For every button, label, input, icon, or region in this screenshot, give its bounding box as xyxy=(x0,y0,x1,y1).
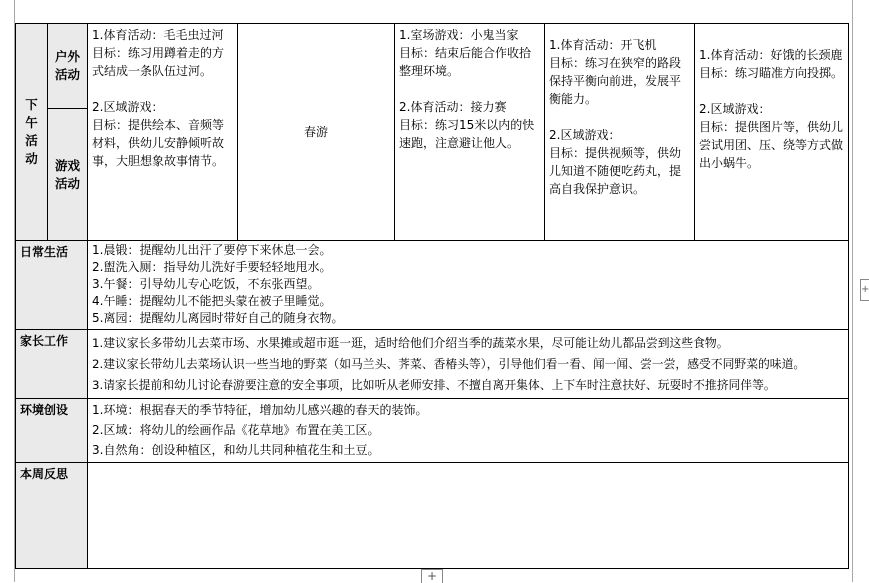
game-label xyxy=(48,109,88,241)
daily-life-item: 3.午餐：引导幼儿专心吃饭，不东张西望。 xyxy=(92,277,320,291)
activity-line: 目标：练习瞄准方向投掷。 xyxy=(699,66,844,80)
environment-item: 3.自然角：创设种植区，和幼儿共同种植花生和土豆。 xyxy=(92,443,380,457)
activity-line: 目标：练习在狭窄的路段保持平衡向前进，发展平衡能力。 xyxy=(549,56,682,106)
afternoon-day-2[interactable] xyxy=(238,24,395,241)
parents-content[interactable] xyxy=(88,330,849,399)
environment-content[interactable] xyxy=(88,399,849,463)
environment-label-text: 环境创设 xyxy=(20,403,69,417)
activity-line: 目标：练习15米以内的快速跑，注意避让他人。 xyxy=(399,118,535,150)
reflection-label xyxy=(16,463,88,569)
daily-life-item: 2.盥洗入厕：指导幼儿洗好手要轻轻地甩水。 xyxy=(92,260,332,274)
parents-item: 1.建议家长多带幼儿去菜市场、水果摊或超市逛一逛，适时给他们介绍当季的蔬菜水果，尽可能让幼儿都品尝到这些食物。 xyxy=(92,336,729,350)
plus-icon: + xyxy=(861,284,869,295)
reflection-label-text: 本周反思 xyxy=(20,467,69,481)
activity-line: 2.区域游戏： xyxy=(549,128,621,142)
afternoon-day-3[interactable] xyxy=(395,24,545,241)
afternoon-label xyxy=(16,24,48,241)
afternoon-day-4[interactable] xyxy=(545,24,695,241)
parents-label-text: 家长工作 xyxy=(20,334,69,348)
activity-line: 目标：提供图片等，供幼儿尝试用团、压、绕等方式做出小蜗牛。 xyxy=(699,120,844,170)
environment-item: 2.区域：将幼儿的绘画作品《花草地》布置在美工区。 xyxy=(92,423,380,437)
daily-life-item: 4.午睡：提醒幼儿不能把头蒙在被子里睡觉。 xyxy=(92,294,332,308)
afternoon-label-text: 下午活动 xyxy=(25,97,38,166)
activity-line: 1.体育活动：好饿的长颈鹿 xyxy=(699,48,843,62)
activity-line: 目标：结束后能合作收拾整理环境。 xyxy=(399,46,532,78)
activity-line: 目标：提供绘本、音频等材料，供幼儿安静倾听故事，大胆想象故事情节。 xyxy=(92,118,225,168)
activity-line: 2.区域游戏： xyxy=(699,102,771,116)
expand-table-right-button[interactable] xyxy=(860,279,869,301)
outdoor-label-text: 户外活动 xyxy=(54,49,80,82)
daily-life-item: 1.晨锻：提醒幼儿出汗了要停下来休息一会。 xyxy=(92,243,332,257)
page-edge-right xyxy=(852,0,853,582)
spring-outing-text: 春游 xyxy=(303,125,328,139)
game-label-text: 游戏活动 xyxy=(54,157,80,191)
add-row-button[interactable] xyxy=(421,569,443,583)
outdoor-label xyxy=(48,24,88,109)
daily-life-label-text: 日常生活 xyxy=(20,245,69,259)
environment-label xyxy=(16,399,88,463)
environment-item: 1.环境：根据春天的季节特征，增加幼儿感兴趣的春天的装饰。 xyxy=(92,403,428,417)
afternoon-day-1[interactable] xyxy=(88,24,238,241)
activity-line: 目标：练习用蹲着走的方式结成一条队伍过河。 xyxy=(92,46,225,78)
reflection-content[interactable] xyxy=(88,463,849,569)
activity-line: 2.体育活动：接力赛 xyxy=(399,100,507,114)
plus-icon: + xyxy=(426,569,438,583)
activity-line: 目标：提供视频等，供幼儿知道不随便吃药丸，提高自我保护意识。 xyxy=(549,146,682,196)
daily-life-content[interactable] xyxy=(88,241,849,330)
activity-line: 1.体育活动：毛毛虫过河 xyxy=(92,28,224,42)
parents-label xyxy=(16,330,88,399)
weekly-plan-table xyxy=(15,23,849,569)
parents-item: 3.请家长提前和幼儿讨论春游要注意的安全事项，比如听从老师安排、不擅自离开集体、上下车时注意扶好、玩耍时不推挤同伴等。 xyxy=(92,378,776,392)
parents-item: 2.建议家长带幼儿去菜场认识一些当地的野菜（如马兰头、荠菜、香椿头等），引导他们看一看、闻一闻、尝一尝，感受不同野菜的味道。 xyxy=(92,357,806,371)
daily-life-item: 5.离园：提醒幼儿离园时带好自己的随身衣物。 xyxy=(92,311,344,325)
afternoon-day-5[interactable] xyxy=(695,24,849,241)
daily-life-label xyxy=(16,241,88,330)
activity-line: 1.室场游戏：小鬼当家 xyxy=(399,28,519,42)
activity-line: 1.体育活动：开飞机 xyxy=(549,38,657,52)
activity-line: 2.区域游戏： xyxy=(92,100,164,114)
